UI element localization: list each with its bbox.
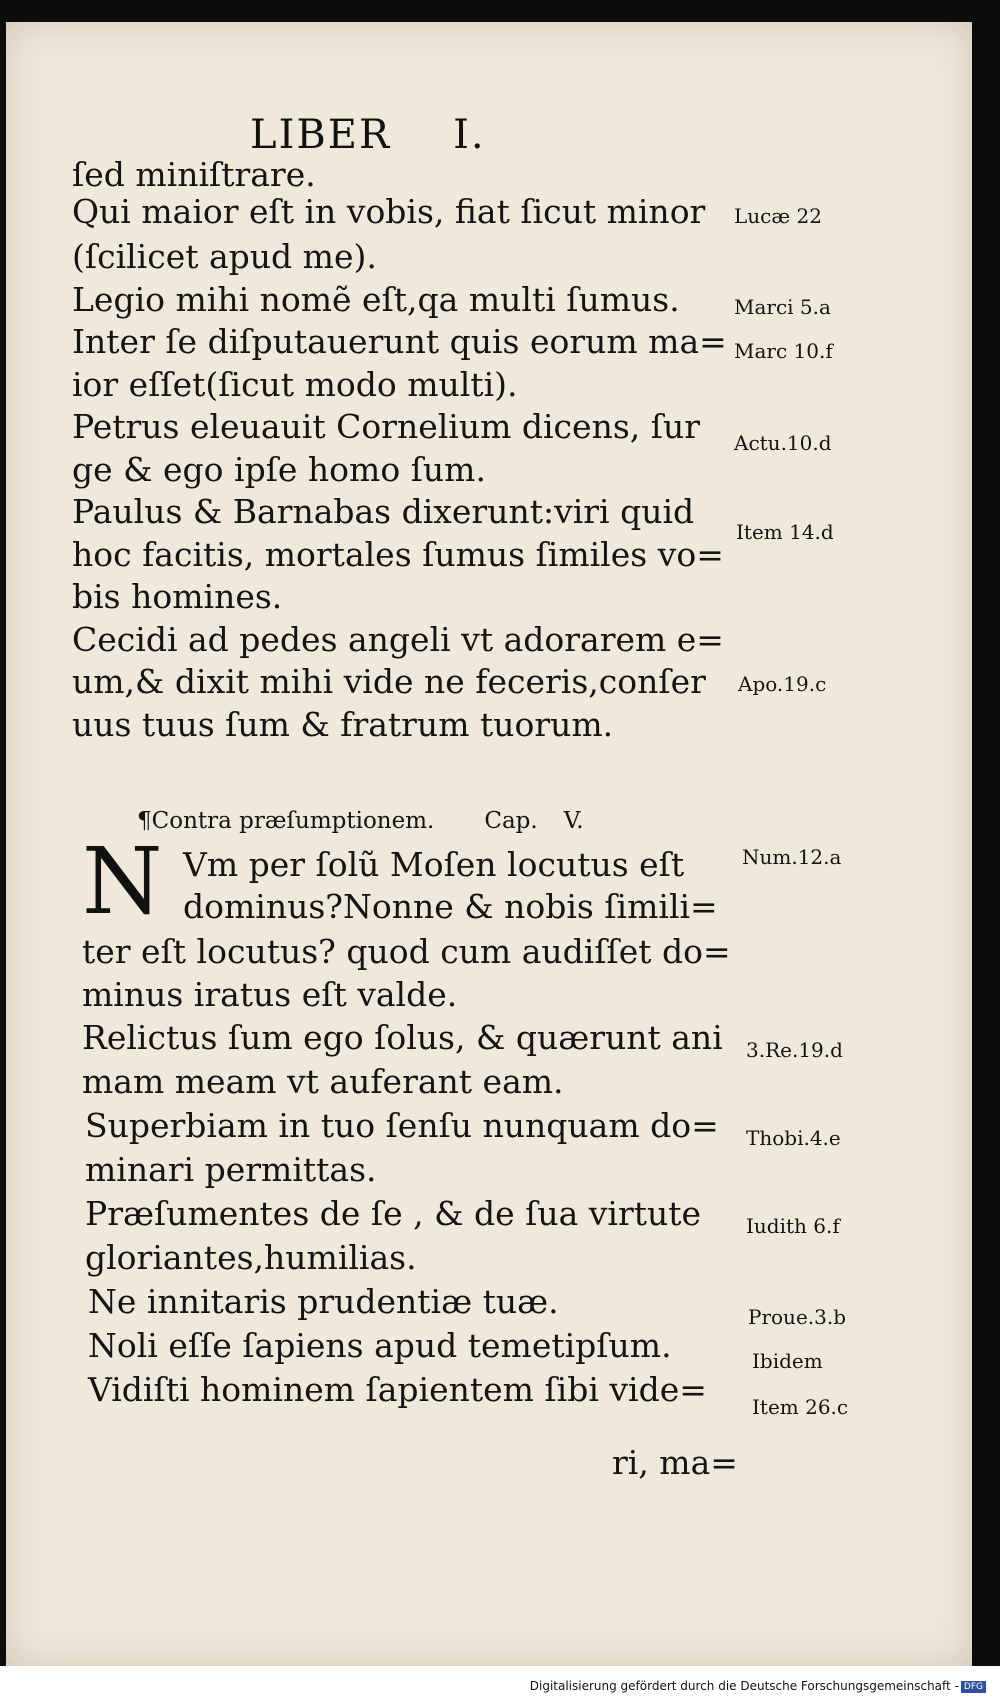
margin-note: Proue.3.b xyxy=(748,1305,847,1329)
margin-note: Item 14.d xyxy=(736,520,834,544)
text-line: Noli eſſe ſapiens apud temetipſum. xyxy=(88,1326,672,1365)
text-line: bis homines. xyxy=(72,577,283,616)
text-line: ior eſſet(ſicut modo multi). xyxy=(72,365,518,404)
running-head-title: LIBER xyxy=(250,112,392,158)
footer-text: Digitalisierung gefördert durch die Deutsche Forschungsgemeinschaft - xyxy=(529,1679,959,1693)
text-line: minari permittas. xyxy=(85,1150,377,1189)
text-line: Paulus & Barnabas dixerunt:viri quid xyxy=(72,492,695,531)
text-line: dominus?Nonne & nobis ſimili= xyxy=(183,887,718,926)
margin-note: Actu.10.d xyxy=(734,431,832,455)
text-line: ge & ego ipſe homo ſum. xyxy=(72,450,486,489)
text-line: ſed miniſtrare. xyxy=(72,155,316,194)
text-line: Cecidi ad pedes angeli vt adorarem e= xyxy=(72,620,724,659)
running-head-number: I. xyxy=(453,112,486,158)
text-line: Superbiam in tuo ſenſu nunquam do= xyxy=(85,1106,719,1145)
margin-note: Iudith 6.f xyxy=(746,1214,840,1238)
drop-initial: N xyxy=(82,828,163,935)
margin-note: Num.12.a xyxy=(742,845,842,869)
text-line: Vm per ſolũ Moſen locutus eſt xyxy=(183,845,685,884)
margin-note: Lucæ 22 xyxy=(734,204,822,228)
margin-note: 3.Re.19.d xyxy=(746,1038,843,1062)
text-line: Vidiſti hominem ſapientem ſibi vide= xyxy=(88,1370,707,1409)
text-line: hoc facitis, mortales ſumus ſimiles vo= xyxy=(72,535,724,574)
text-line: gloriantes,humilias. xyxy=(85,1238,417,1277)
text-line: Petrus eleuauit Cornelium dicens, ſur xyxy=(72,407,700,446)
text-line: um,& dixit mihi vide ne feceris,conſer xyxy=(72,662,706,701)
margin-note: Marc 10.f xyxy=(734,339,833,363)
running-head xyxy=(250,112,486,158)
text-line: Legio mihi nomẽ eſt,qa multi ſumus. xyxy=(72,280,680,319)
text-line: Relictus ſum ego ſolus, & quærunt ani xyxy=(82,1018,723,1057)
text-line: (ſcilicet apud me). xyxy=(72,237,377,276)
margin-note: Ibidem xyxy=(752,1349,823,1373)
text-line: ter eſt locutus? quod cum audiſſet do= xyxy=(82,932,731,971)
catchword: ri, ma= xyxy=(612,1443,738,1482)
chapter-cap: Cap. xyxy=(484,808,538,834)
margin-note: Marci 5.a xyxy=(734,295,831,319)
text-line: Inter ſe diſputauerunt quis eorum ma= xyxy=(72,322,727,361)
margin-note: Item 26.c xyxy=(752,1395,849,1419)
chapter-heading xyxy=(137,808,584,834)
funding-footer xyxy=(530,1679,986,1693)
chapter-number: V. xyxy=(563,808,584,834)
text-line: mam meam vt auferant eam. xyxy=(82,1062,564,1101)
margin-note: Apo.19.c xyxy=(738,672,827,696)
text-line: Qui maior eſt in vobis, fiat ſicut minor xyxy=(72,192,706,231)
text-line: minus iratus eſt valde. xyxy=(82,975,458,1014)
text-line: Ne innitaris prudentiæ tuæ. xyxy=(88,1282,559,1321)
text-line: uus tuus ſum & fratrum tuorum. xyxy=(72,705,614,744)
text-line: Præſumentes de ſe , & de ſua virtute xyxy=(85,1194,702,1233)
margin-note: Thobi.4.e xyxy=(746,1126,841,1150)
chapter-title: ¶Contra præſumptionem. xyxy=(137,808,435,834)
dfg-badge: DFG xyxy=(961,1681,986,1693)
